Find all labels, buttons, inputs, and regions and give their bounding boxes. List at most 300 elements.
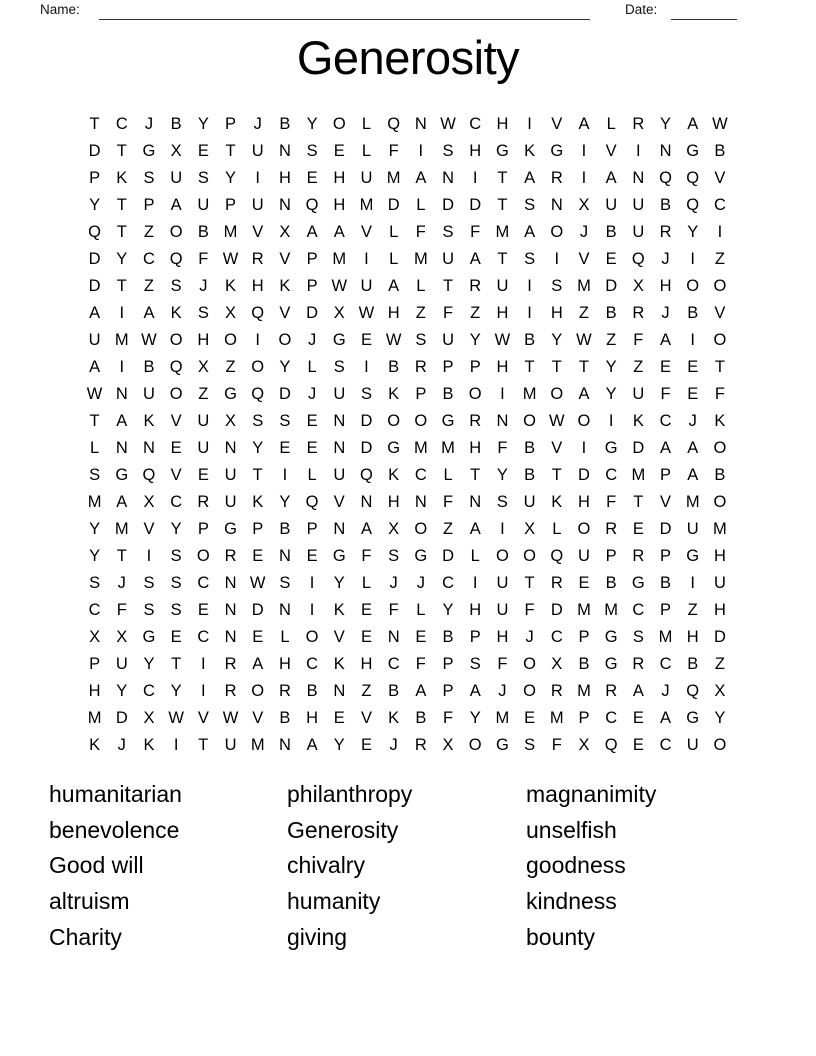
grid-letter: Q <box>251 304 265 322</box>
grid-letter: M <box>332 250 347 268</box>
grid-letter: V <box>197 709 209 727</box>
grid-letter: P <box>660 601 672 619</box>
grid-letter: M <box>604 601 619 619</box>
grid-letter: K <box>279 277 291 295</box>
grid-letter: P <box>442 682 454 700</box>
grid-letter: N <box>333 439 346 457</box>
grid-letter: Z <box>143 223 155 241</box>
grid-letter: N <box>278 601 291 619</box>
grid-letter: H <box>469 601 482 619</box>
grid-letter: W <box>222 250 239 268</box>
grid-letter: I <box>690 250 696 268</box>
word-list-item: humanity <box>287 888 381 915</box>
grid-letter: H <box>387 304 400 322</box>
grid-letter: R <box>632 547 645 565</box>
grid-letter: C <box>115 115 128 133</box>
grid-letter: J <box>525 628 534 646</box>
grid-letter: H <box>496 628 509 646</box>
grid-letter: K <box>551 493 563 511</box>
grid-letter: I <box>119 358 125 376</box>
grid-letter: U <box>360 169 373 187</box>
grid-letter: Y <box>306 115 318 133</box>
grid-letter: H <box>469 142 482 160</box>
grid-letter: K <box>333 655 345 673</box>
grid-letter: E <box>660 358 672 376</box>
grid-letter: H <box>496 304 509 322</box>
grid-letter: E <box>360 628 372 646</box>
grid-letter: W <box>168 709 184 727</box>
grid-letter: Z <box>361 682 372 700</box>
grid-letter: O <box>523 412 537 430</box>
grid-letter: S <box>170 547 182 565</box>
grid-letter: J <box>416 574 425 592</box>
grid-letter: S <box>143 574 155 592</box>
grid-letter: L <box>307 358 317 376</box>
grid-letter: G <box>686 142 700 160</box>
grid-letter: Q <box>169 250 183 268</box>
grid-letter: B <box>605 223 617 241</box>
grid-letter: Y <box>714 709 726 727</box>
grid-letter: O <box>387 412 401 430</box>
grid-letter: R <box>469 412 482 430</box>
grid-letter: I <box>309 574 315 592</box>
grid-letter: H <box>278 655 291 673</box>
grid-letter: T <box>633 493 644 511</box>
grid-letter: D <box>659 520 672 538</box>
grid-letter: T <box>578 358 590 376</box>
grid-letter: D <box>88 277 101 295</box>
grid-letter: P <box>89 169 101 187</box>
grid-letter: G <box>604 628 618 646</box>
grid-letter: N <box>143 439 155 457</box>
grid-letter: X <box>89 628 101 646</box>
grid-letter: J <box>661 250 670 268</box>
grid-letter: U <box>115 655 128 673</box>
word-list-item: unselfish <box>526 816 617 843</box>
word-list-column <box>287 777 412 956</box>
grid-letter: O <box>224 331 237 349</box>
grid-letter: A <box>578 115 590 133</box>
grid-letter: L <box>416 196 426 214</box>
grid-letter: G <box>604 655 618 673</box>
grid-letter: K <box>225 277 237 295</box>
grid-letter: G <box>332 331 346 349</box>
grid-letter: A <box>306 223 318 241</box>
grid-letter: Z <box>714 250 725 268</box>
grid-letter: F <box>415 223 426 241</box>
grid-letter: K <box>143 412 155 430</box>
grid-letter: B <box>306 682 318 700</box>
grid-letter: Z <box>470 304 481 322</box>
grid-letter: P <box>442 358 454 376</box>
grid-letter: T <box>116 223 127 241</box>
grid-letter: I <box>364 358 369 376</box>
grid-letter: C <box>170 493 183 511</box>
grid-letter: P <box>89 655 101 673</box>
grid-letter: C <box>659 655 672 673</box>
grid-letter: U <box>143 385 155 403</box>
grid-letter: I <box>146 547 152 565</box>
grid-letter: N <box>632 169 645 187</box>
grid-letter: J <box>144 115 154 133</box>
grid-letter: F <box>497 655 508 673</box>
grid-letter: U <box>197 196 210 214</box>
grid-letter: Y <box>496 466 508 484</box>
grid-letter: Z <box>415 304 426 322</box>
grid-letter: T <box>116 142 127 160</box>
grid-letter: U <box>713 574 726 592</box>
grid-letter: R <box>224 547 237 565</box>
grid-letter: X <box>279 223 291 241</box>
grid-letter: K <box>116 169 128 187</box>
grid-letter: I <box>500 520 505 538</box>
word-list-item: philanthropy <box>287 781 413 807</box>
grid-letter: U <box>333 385 346 403</box>
grid-letter: S <box>333 358 345 376</box>
grid-letter: O <box>523 547 537 565</box>
grid-letter: S <box>197 169 209 187</box>
grid-letter: U <box>88 331 101 349</box>
grid-letter: N <box>414 493 427 511</box>
grid-letter: N <box>333 520 346 538</box>
grid-letter: O <box>713 439 727 457</box>
grid-letter: Y <box>143 655 155 673</box>
grid-letter: B <box>170 115 182 133</box>
grid-letter: A <box>306 736 318 754</box>
grid-letter: I <box>472 574 478 592</box>
grid-letter: Q <box>169 358 183 376</box>
grid-letter: E <box>170 628 182 646</box>
grid-letter: V <box>660 493 672 511</box>
grid-letter: T <box>714 358 725 376</box>
grid-letter: E <box>197 466 209 484</box>
grid-letter: N <box>115 439 128 457</box>
grid-letter: E <box>306 439 318 457</box>
grid-letter: S <box>279 574 291 592</box>
grid-letter: U <box>197 412 210 430</box>
grid-letter: N <box>278 196 291 214</box>
grid-letter: E <box>306 412 318 430</box>
grid-letter: P <box>143 196 155 214</box>
grid-letter: M <box>413 439 428 457</box>
grid-letter: W <box>141 331 157 349</box>
grid-letter: E <box>306 547 318 565</box>
grid-letter: C <box>713 196 726 214</box>
grid-letter: D <box>360 412 373 430</box>
grid-letter: S <box>170 574 182 592</box>
grid-letter: D <box>251 601 264 619</box>
grid-letter: S <box>551 277 563 295</box>
grid-letter: M <box>577 277 591 295</box>
grid-letter: N <box>387 628 400 646</box>
grid-letter: C <box>387 655 400 673</box>
grid-letter: S <box>170 601 182 619</box>
grid-letter: L <box>361 115 372 133</box>
grid-letter: S <box>252 412 264 430</box>
grid-letter: Z <box>143 277 155 295</box>
grid-letter: I <box>527 304 532 322</box>
grid-letter: S <box>442 142 454 160</box>
grid-letter: W <box>576 331 592 349</box>
grid-letter: R <box>278 682 291 700</box>
grid-letter: R <box>197 493 210 511</box>
grid-letter: J <box>199 277 208 295</box>
grid-letter: X <box>170 142 182 160</box>
grid-letter: Q <box>686 196 700 214</box>
grid-letter: N <box>115 385 128 403</box>
grid-letter: F <box>497 439 508 457</box>
grid-letter: T <box>198 736 209 754</box>
grid-letter: B <box>578 655 590 673</box>
grid-letter: M <box>250 736 265 754</box>
grid-letter: T <box>470 466 481 484</box>
grid-letter: S <box>279 412 291 430</box>
grid-letter: R <box>632 304 645 322</box>
grid-letter: B <box>660 574 672 592</box>
grid-letter: Q <box>550 547 564 565</box>
grid-letter: Q <box>305 493 319 511</box>
grid-letter: H <box>387 493 400 511</box>
grid-letter: W <box>385 331 402 349</box>
grid-letter: Z <box>687 601 698 619</box>
grid-letter: Y <box>116 682 128 700</box>
grid-letter: I <box>581 142 587 160</box>
grid-letter: F <box>470 223 481 241</box>
grid-letter: T <box>252 466 263 484</box>
grid-letter: G <box>631 574 645 592</box>
grid-letter: A <box>687 439 699 457</box>
grid-letter: B <box>524 466 536 484</box>
grid-letter: V <box>279 304 291 322</box>
grid-letter: S <box>197 304 209 322</box>
grid-letter: Y <box>170 682 182 700</box>
word-list-item: Generosity <box>287 816 399 843</box>
grid-letter: P <box>442 655 454 673</box>
grid-letter: Y <box>333 574 345 592</box>
grid-letter: B <box>442 628 454 646</box>
grid-letter: N <box>224 601 237 619</box>
grid-letter: A <box>469 520 481 538</box>
grid-letter: B <box>279 709 291 727</box>
grid-letter: F <box>551 736 562 754</box>
grid-letter: Y <box>170 520 182 538</box>
word-list-column <box>526 777 656 956</box>
grid-letter: O <box>169 223 183 241</box>
grid-letter: I <box>309 601 315 619</box>
grid-letter: L <box>416 277 426 295</box>
grid-letter: W <box>358 304 375 322</box>
grid-letter: O <box>577 520 591 538</box>
grid-letter: N <box>333 682 346 700</box>
grid-letter: I <box>581 439 587 457</box>
grid-letter: B <box>714 142 726 160</box>
grid-letter: A <box>660 439 672 457</box>
grid-letter: Q <box>604 736 618 754</box>
grid-letter: S <box>469 655 481 673</box>
grid-letter: Y <box>442 601 454 619</box>
grid-letter: H <box>197 331 210 349</box>
grid-letter: Y <box>116 250 128 268</box>
grid-letter: A <box>469 682 481 700</box>
grid-letter: I <box>282 466 288 484</box>
grid-letter: N <box>224 628 237 646</box>
grid-letter: K <box>632 412 644 430</box>
grid-letter: B <box>714 466 726 484</box>
grid-letter: M <box>495 709 510 727</box>
grid-letter: P <box>252 520 264 538</box>
puzzle-title: Generosity <box>296 31 520 84</box>
grid-letter: E <box>333 142 345 160</box>
grid-letter: F <box>361 547 372 565</box>
grid-letter: O <box>278 331 292 349</box>
grid-letter: R <box>251 250 264 268</box>
grid-letter: K <box>388 709 400 727</box>
grid-letter: I <box>717 223 723 241</box>
grid-letter: S <box>306 142 318 160</box>
grid-letter: Q <box>305 196 319 214</box>
grid-letter: G <box>115 466 129 484</box>
grid-letter: F <box>442 493 454 511</box>
word-list-column <box>49 777 182 956</box>
grid-letter: U <box>496 574 509 592</box>
grid-letter: J <box>661 682 670 700</box>
grid-letter: I <box>119 304 125 322</box>
grid-letter: H <box>659 277 672 295</box>
grid-letter: U <box>224 736 237 754</box>
grid-letter: L <box>416 601 426 619</box>
grid-letter: E <box>279 439 291 457</box>
grid-letter: C <box>659 412 672 430</box>
grid-letter: N <box>442 169 454 187</box>
grid-letter: S <box>496 493 508 511</box>
grid-letter: F <box>198 250 209 268</box>
grid-letter: L <box>443 466 453 484</box>
grid-letter: L <box>90 439 100 457</box>
grid-letter: A <box>116 412 128 430</box>
grid-letter: G <box>142 142 156 160</box>
grid-letter: B <box>605 304 617 322</box>
grid-letter: T <box>497 250 508 268</box>
grid-letter: A <box>605 169 617 187</box>
grid-letter: Y <box>605 358 617 376</box>
grid-letter: O <box>523 655 537 673</box>
grid-letter: O <box>414 412 428 430</box>
grid-letter: Y <box>333 736 345 754</box>
grid-letter: E <box>252 628 264 646</box>
date-blank-line <box>671 0 737 20</box>
grid-letter: P <box>197 520 209 538</box>
grid-letter: U <box>224 493 237 511</box>
grid-letter: J <box>307 331 317 349</box>
grid-letter: A <box>360 520 372 538</box>
grid-letter: H <box>578 493 590 511</box>
grid-letter: H <box>88 682 101 700</box>
grid-letter: Y <box>469 331 481 349</box>
grid-letter: J <box>688 412 697 430</box>
grid-letter: A <box>469 250 481 268</box>
grid-letter: R <box>550 169 563 187</box>
grid-letter: I <box>554 250 560 268</box>
grid-letter: N <box>278 142 291 160</box>
grid-letter: A <box>116 493 128 511</box>
grid-letter: X <box>714 682 726 700</box>
grid-letter: B <box>279 520 291 538</box>
grid-letter: H <box>496 358 509 376</box>
grid-letter: Q <box>142 466 156 484</box>
grid-letter: C <box>605 466 618 484</box>
grid-letter: G <box>550 142 564 160</box>
grid-letter: F <box>442 709 454 727</box>
grid-letter: D <box>469 196 482 214</box>
grid-letter: S <box>170 277 182 295</box>
grid-letter: U <box>496 601 509 619</box>
grid-letter: B <box>660 196 672 214</box>
grid-letter: P <box>225 196 237 214</box>
grid-letter: E <box>687 385 699 403</box>
grid-letter: O <box>523 682 537 700</box>
grid-letter: M <box>359 196 374 214</box>
grid-letter: C <box>197 574 210 592</box>
grid-letter: U <box>333 466 346 484</box>
grid-letter: B <box>524 439 536 457</box>
grid-letter: B <box>279 115 291 133</box>
word-list-item: chivalry <box>287 852 365 879</box>
grid-letter: E <box>306 169 318 187</box>
grid-letter: C <box>469 115 482 133</box>
grid-letter: M <box>386 169 401 187</box>
grid-letter: G <box>332 547 346 565</box>
grid-letter: L <box>307 466 317 484</box>
grid-letter: D <box>442 547 454 565</box>
grid-letter: X <box>578 736 590 754</box>
grid-letter: P <box>306 520 318 538</box>
grid-letter: C <box>143 250 155 268</box>
grid-letter: A <box>333 223 345 241</box>
grid-letter: M <box>577 601 591 619</box>
grid-letter: V <box>279 250 291 268</box>
grid-letter: A <box>252 655 264 673</box>
grid-letter: J <box>307 385 317 403</box>
grid-letter: C <box>414 466 427 484</box>
grid-letter: C <box>143 682 155 700</box>
grid-letter: A <box>143 304 155 322</box>
grid-letter: T <box>116 547 127 565</box>
grid-letter: S <box>524 250 536 268</box>
grid-letter: P <box>578 709 590 727</box>
grid-letter: T <box>171 655 182 673</box>
grid-letter: U <box>632 223 645 241</box>
grid-letter: W <box>249 574 266 592</box>
grid-letter: I <box>690 331 696 349</box>
grid-letter: A <box>687 115 699 133</box>
grid-letter: E <box>333 709 345 727</box>
grid-letter: L <box>389 223 399 241</box>
grid-letter: U <box>251 196 264 214</box>
grid-letter: E <box>687 358 699 376</box>
grid-letter: I <box>364 250 369 268</box>
grid-letter: X <box>551 655 563 673</box>
grid-letter: S <box>415 331 427 349</box>
grid-letter: V <box>170 412 182 430</box>
grid-letter: L <box>361 142 372 160</box>
grid-letter: T <box>442 277 454 295</box>
grid-letter: R <box>414 358 427 376</box>
grid-letter: H <box>333 169 346 187</box>
grid-letter: Q <box>631 250 645 268</box>
grid-letter: D <box>88 250 101 268</box>
grid-letter: U <box>442 331 454 349</box>
grid-letter: O <box>577 412 591 430</box>
